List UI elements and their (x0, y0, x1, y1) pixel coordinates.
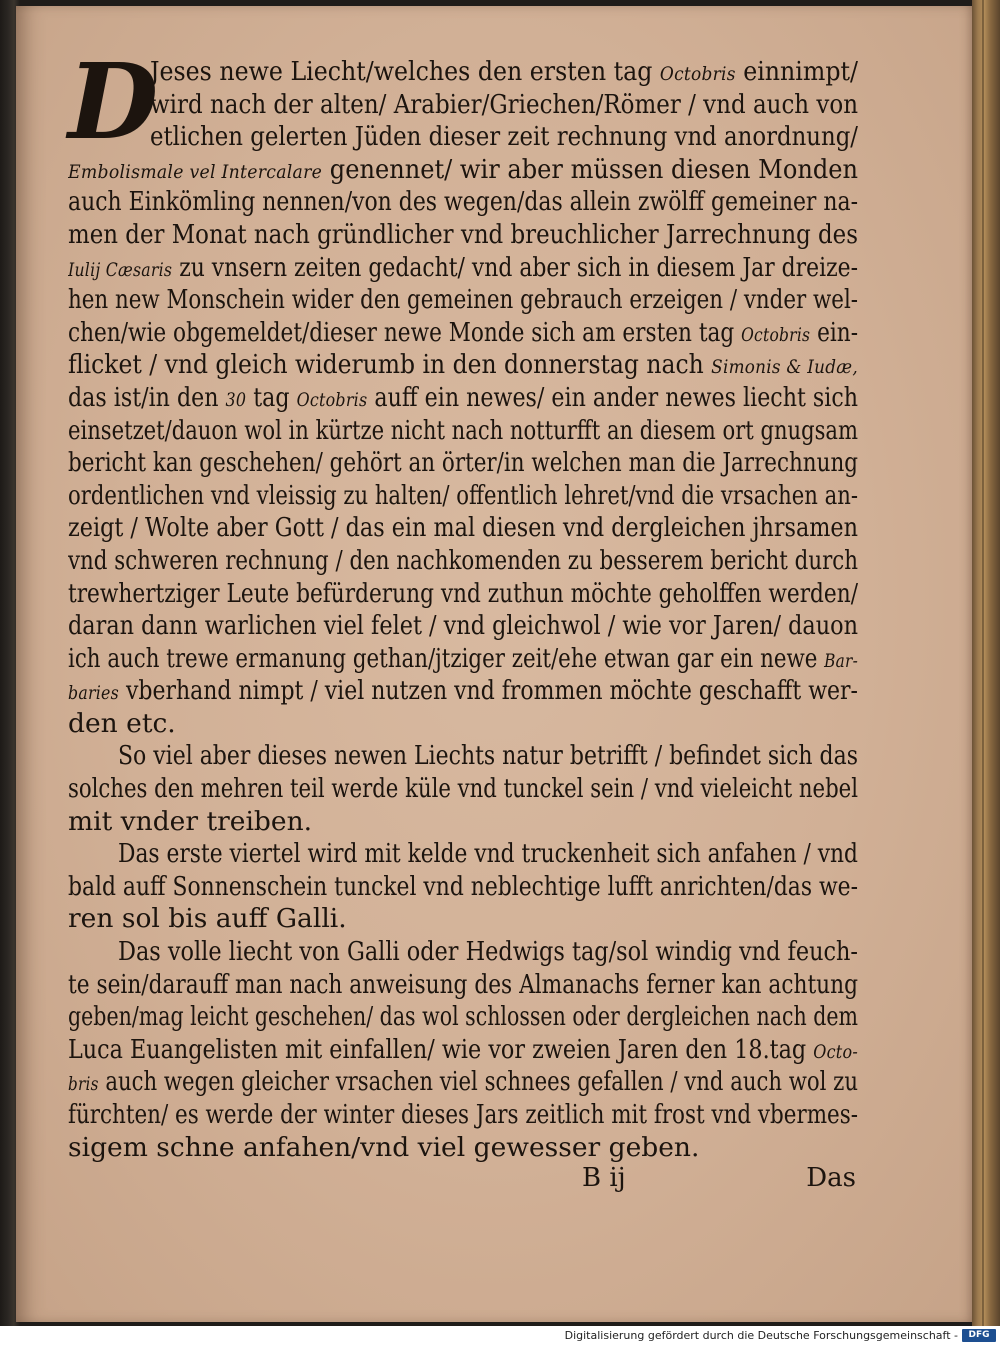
line-text: ordentlichen vnd vleissig zu halten/ offentlich lehret/vnd die vrsachen an- (68, 479, 858, 511)
line-text: chen/wie obgemeldet/dieser newe Monde sich am ersten tag (68, 316, 742, 348)
text-line (68, 154, 858, 187)
credit-bar (0, 1326, 1000, 1346)
text-line (68, 708, 858, 741)
drop-cap-letter: D (68, 40, 157, 163)
line-text: wird nach der alten/ Arabier/Griechen/Römer / vnd auch von (150, 88, 858, 120)
text-line (68, 284, 858, 317)
line-text: ein- (810, 316, 858, 348)
signature-mark: B ij (582, 1163, 626, 1193)
latin-text: Simonis & Iudæ, (711, 356, 858, 379)
text-line (68, 56, 858, 89)
line-text: geben/mag leicht geschehen/ das wol schlossen oder dergleichen nach dem (68, 1001, 858, 1033)
line-text: auch wegen gleicher vrsachen viel schnees gefallen / vnd auch wol zu (98, 1066, 858, 1098)
text-line (68, 1099, 858, 1132)
text-lines (68, 56, 858, 1164)
line-text: ren sol bis auff Galli. (68, 903, 347, 935)
text-line (68, 252, 858, 285)
line-text: den etc. (68, 707, 176, 739)
line-text: einnimpt/ (735, 56, 858, 87)
line-text: zu vnsern zeiten gedacht/ vnd aber sich in diesem Jar dreize- (172, 251, 858, 283)
line-text: zeigt / Wolte aber Gott / das ein mal diesen vnd dergleichen jhrsamen (68, 512, 858, 544)
line-text: das ist/in den (68, 381, 226, 413)
text-line (68, 480, 858, 513)
text-line (68, 512, 858, 545)
text-line (68, 447, 858, 480)
text-line (68, 415, 858, 448)
text-line (68, 936, 858, 969)
line-text: tag (246, 381, 297, 413)
text-line (68, 1034, 858, 1067)
line-text: Das volle liecht von Galli oder Hedwigs tag/sol windig vnd feuch- (118, 936, 858, 968)
catchword: Das (806, 1163, 856, 1193)
line-text: einsetzet/dauon wol in kürtze nicht nach notturfft an diesem ort gnugsam (68, 414, 858, 446)
text-line (68, 349, 858, 382)
text-block (68, 40, 858, 1164)
line-text: Jeses newe Liecht/welches den ersten tag (150, 56, 660, 87)
line-text: So viel aber dieses newen Liechts natur betrifft / befindet sich das (118, 740, 858, 772)
line-text: vnd schweren rechnung / den nachkomenden zu besserem bericht durch (68, 544, 858, 576)
latin-text: Embolismale vel Intercalare (68, 160, 323, 183)
text-line (68, 610, 858, 643)
text-line (68, 1132, 858, 1165)
line-text: Das erste viertel wird mit kelde vnd truckenheit sich anfahen / vnd (118, 838, 858, 870)
line-text: etlichen gelerten Jüden dieser zeit rechnung vnd anordnung/ (150, 121, 858, 153)
line-text: auch Einkömling nennen/von des wegen/das allein zwölff gemeiner na- (68, 186, 858, 218)
line-text: bald auff Sonnenschein tunckel vnd neblechtige lufft anrichten/das we- (68, 870, 858, 902)
latin-text: Octobris (296, 388, 368, 411)
line-text: Luca Euangelisten mit einfallen/ wie vor zweien Jaren den 18.tag (68, 1033, 814, 1065)
text-line (68, 838, 858, 871)
text-line (68, 643, 858, 676)
drop-cap (68, 40, 157, 163)
line-text: ich auch trewe ermanung gethan/jtziger zeit/ehe etwan gar ein newe (68, 642, 825, 674)
text-line (68, 1066, 858, 1099)
line-text: genennet/ wir aber müssen diesen Monden (322, 153, 858, 185)
latin-text: Octobris (741, 323, 811, 346)
credit-text: Digitalisierung gefördert durch die Deutsche Forschungsgemeinschaft - (564, 1329, 958, 1342)
line-text: solches den mehren teil werde küle vnd tunckel sein / vnd vieleicht nebel (68, 773, 858, 805)
line-text: auff ein newes/ ein ander newes liecht sich (367, 381, 858, 413)
latin-text: bris (68, 1073, 99, 1096)
text-line (68, 773, 858, 806)
text-line (68, 317, 858, 350)
line-text: trewhertziger Leute befürderung vnd zuthun möchte geholffen werden/ (68, 577, 858, 609)
text-line (68, 578, 858, 611)
text-line (68, 806, 858, 839)
text-line (68, 1001, 858, 1034)
text-line (68, 969, 858, 1002)
latin-text: baries (68, 682, 119, 705)
line-text: fürchten/ es werde der winter dieses Jars zeitlich mit frost vnd vbermes- (68, 1099, 858, 1130)
latin-text: Octo- (813, 1040, 858, 1063)
line-text: hen new Monschein wider den gemeinen gebrauch erzeigen / vnder wel- (68, 284, 858, 316)
page-edge (972, 0, 1000, 1326)
text-line (68, 186, 858, 219)
latin-text: Iulij Cæsaris (68, 258, 173, 281)
line-text: bericht kan geschehen/ gehört an örter/in welchen man die Jarrechnung (68, 447, 858, 479)
line-text: daran dann warlichen viel felet / vnd gleichwol / wie vor Jaren/ dauon (68, 610, 858, 642)
text-line (68, 675, 858, 708)
text-line (68, 219, 858, 252)
text-line (68, 740, 858, 773)
text-line (68, 121, 858, 154)
line-text: te sein/darauff man nach anweisung des Almanachs ferner kan achtung (68, 968, 858, 1000)
latin-text: Octobris (659, 63, 736, 85)
text-line (68, 89, 858, 122)
line-text: men der Monat nach gründlicher vnd breuchlicher Jarrechnung des (68, 218, 858, 250)
line-text: vberhand nimpt / viel nutzen vnd frommen möchte geschafft wer- (118, 675, 858, 707)
line-text: flicket / vnd gleich widerumb in den donnerstag nach (68, 349, 712, 381)
text-line (68, 382, 858, 415)
latin-text: 30 (225, 388, 247, 411)
dfg-logo-icon: DFG (962, 1329, 996, 1342)
text-line (68, 871, 858, 904)
line-text: sigem schne anfahen/vnd viel gewesser geben. (68, 1131, 700, 1163)
page-footer (568, 1163, 868, 1199)
latin-text: Bar- (824, 649, 858, 672)
book-page (16, 6, 972, 1322)
text-line (68, 903, 858, 936)
line-text: mit vnder treiben. (68, 805, 313, 837)
text-line (68, 545, 858, 578)
